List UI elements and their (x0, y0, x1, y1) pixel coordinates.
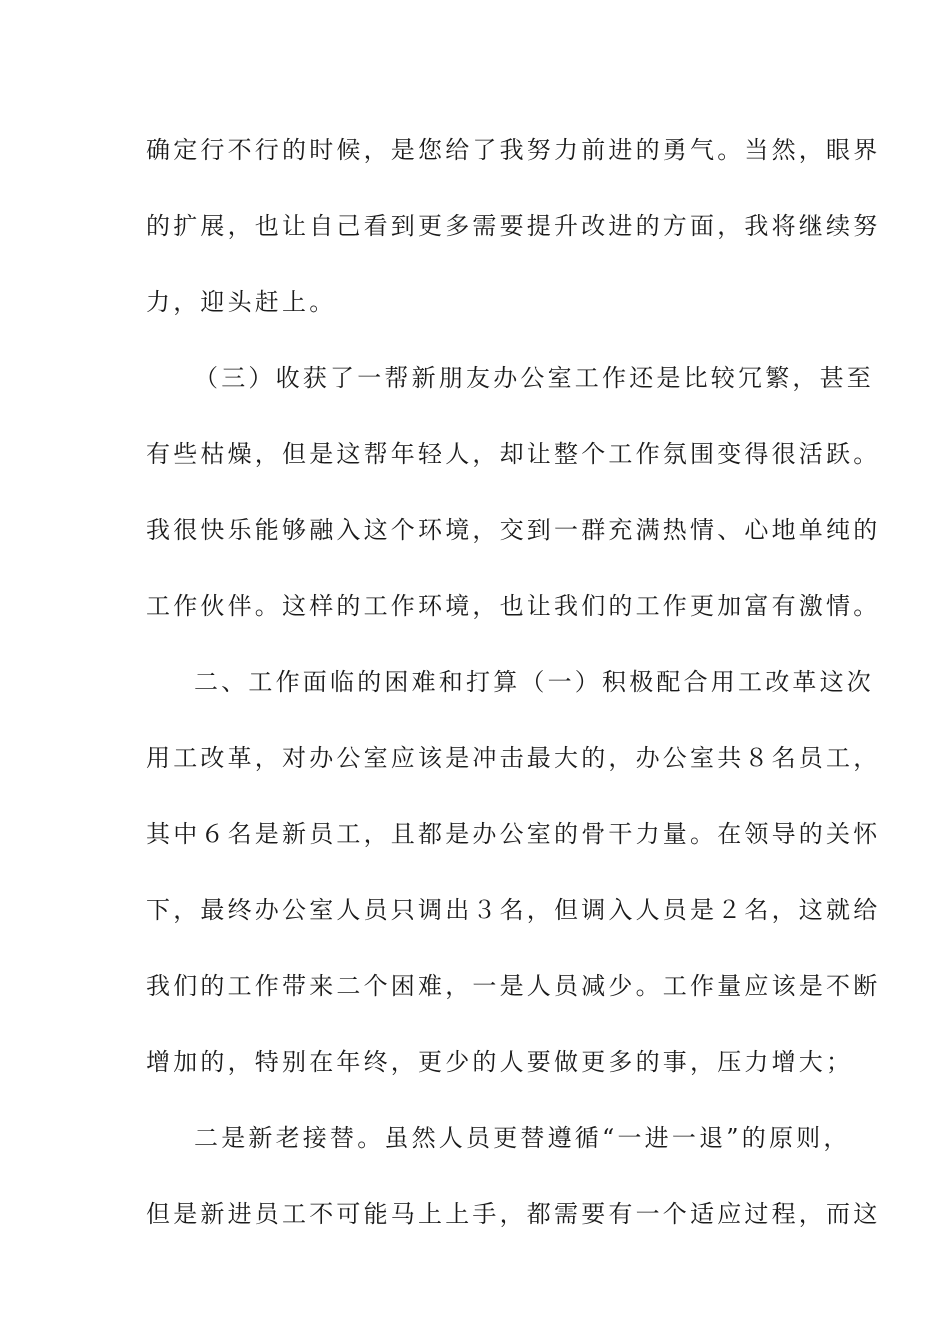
text-line: 力，迎头赶上。 (146, 288, 337, 316)
paragraph-start-line: （三）收获了一帮新朋友办公室工作还是比较冗繁，甚至 (194, 364, 874, 392)
paragraph-start-line: 二、工作面临的困难和打算（一）积极配合用工改革这次 (194, 668, 874, 696)
text-line: 但是新进员工不可能马上上手，都需要有一个适应过程，而这 (146, 1200, 881, 1228)
text-line: 下，最终办公室人员只调出３名，但调入人员是２名，这就给 (146, 896, 881, 924)
text-line: 确定行不行的时候，是您给了我努力前进的勇气。当然，眼界 (146, 136, 881, 164)
text-line: 用工改革，对办公室应该是冲击最大的，办公室共８名员工， (146, 744, 881, 772)
text-line: 我们的工作带来二个困难，一是人员减少。工作量应该是不断 (146, 972, 881, 1000)
text-line: 其中６名是新员工，且都是办公室的骨干力量。在领导的关怀 (146, 820, 881, 848)
text-line: 有些枯燥，但是这帮年轻人，却让整个工作氛围变得很活跃。 (146, 440, 881, 468)
text-line: 我很快乐能够融入这个环境，交到一群充满热情、心地单纯的 (146, 516, 881, 544)
text-line: 工作伙伴。这样的工作环境，也让我们的工作更加富有激情。 (146, 592, 881, 620)
text-line: 的扩展，也让自己看到更多需要提升改进的方面，我将继续努 (146, 212, 881, 240)
text-line: 增加的，特别在年终，更少的人要做更多的事，压力增大； (146, 1048, 854, 1076)
paragraph-start-line: 二是新老接替。虽然人员更替遵循“一进一退”的原则， (194, 1124, 851, 1152)
